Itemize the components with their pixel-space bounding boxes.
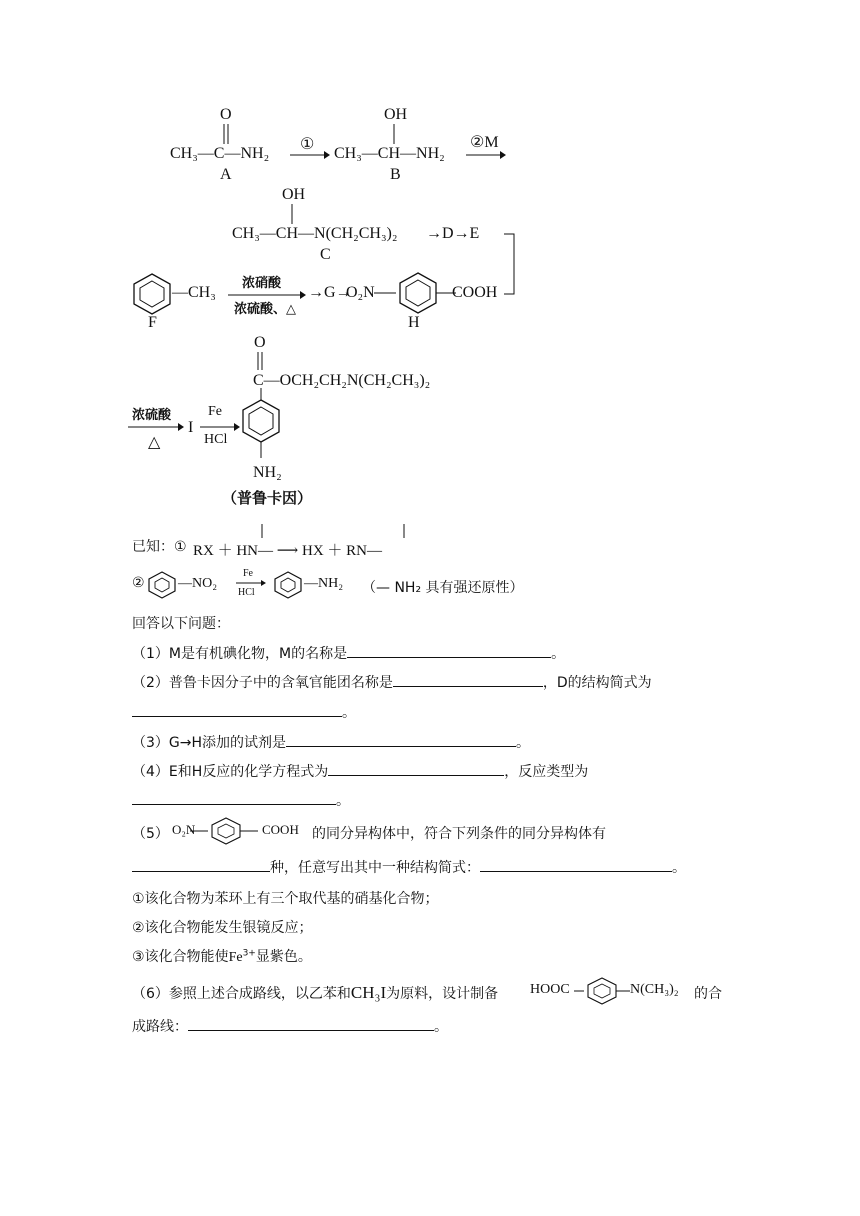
question-5-mid: 种，任意写出其中一种结构简式： bbox=[270, 860, 480, 876]
h-carboxyl: COOH bbox=[452, 284, 498, 301]
nitration-reagent-top: 浓硝酸 bbox=[242, 276, 282, 291]
procaine-carbonyl-o: O bbox=[254, 334, 266, 351]
question-3 bbox=[132, 732, 530, 752]
reduction-arrow bbox=[200, 422, 240, 432]
answer-blank-3[interactable] bbox=[286, 732, 516, 747]
question-6-post: 的合 bbox=[694, 986, 722, 1002]
question-1 bbox=[132, 643, 565, 663]
question-4-end: 。 bbox=[336, 793, 350, 809]
f-methyl: —CH₃ bbox=[172, 284, 216, 301]
arrow2 bbox=[466, 150, 506, 160]
procaine-double-bond bbox=[256, 352, 264, 370]
answer-blank-5a[interactable] bbox=[132, 857, 270, 872]
condition-3-charge: 3+ bbox=[242, 948, 256, 959]
question-3-text: （3）G→H添加的试剂是 bbox=[132, 735, 287, 751]
question-1-text: （1）M是有机碘化物，M的名称是 bbox=[132, 646, 348, 662]
procaine-amino: NH₂ bbox=[253, 464, 282, 481]
known-label: 已知：① bbox=[132, 539, 187, 555]
d-e-arrows: →D→E bbox=[426, 225, 480, 242]
c-oh: OH bbox=[282, 186, 306, 203]
condition-3-post: 显紫色。 bbox=[255, 949, 312, 965]
nitration-reagent-bottom: 浓硫酸、△ bbox=[234, 302, 296, 317]
h-nitro: O₂N bbox=[346, 284, 375, 301]
g-arrow: →G→ bbox=[308, 284, 352, 301]
connector-bracket bbox=[500, 232, 520, 298]
question-6-pre: （6）参照上述合成路线，以乙苯和 bbox=[132, 986, 351, 1002]
answer-blank-4a[interactable] bbox=[328, 761, 504, 776]
benzene-ring-aniline bbox=[272, 570, 304, 600]
question-6-mid: 为原料，设计制备 bbox=[386, 986, 499, 1002]
question-6-end: 。 bbox=[434, 1019, 448, 1035]
reduction-hcl: HCl bbox=[204, 432, 228, 447]
condition-1: ①该化合物为苯环上有三个取代基的硝基化合物； bbox=[132, 891, 439, 907]
question-2 bbox=[132, 672, 652, 692]
arrow1 bbox=[290, 150, 330, 160]
reduction-fe: Fe bbox=[208, 404, 222, 419]
condition-3 bbox=[132, 946, 312, 966]
compound-c: CH₃—CH—N(CH₂CH₃)₂ bbox=[232, 225, 398, 242]
label-b: B bbox=[390, 166, 401, 183]
label-h: H bbox=[408, 314, 420, 331]
answer-blank-2b[interactable] bbox=[132, 702, 342, 717]
benzene-ring-nitro bbox=[146, 570, 178, 600]
question-3-end: 。 bbox=[516, 735, 531, 751]
questions-intro: 回答以下问题： bbox=[132, 616, 230, 632]
question-2-text: （2）普鲁卡因分子中的含氧官能团名称是 bbox=[132, 675, 393, 691]
known-nitro: —NO₂ bbox=[178, 576, 218, 591]
answer-blank-1[interactable] bbox=[347, 643, 551, 658]
condition-3-pre: ③该化合物能使 bbox=[132, 949, 229, 965]
label-c: C bbox=[320, 246, 331, 263]
benzene-ring-h bbox=[374, 270, 462, 316]
question-5-carboxyl: COOH bbox=[262, 822, 299, 837]
compound-a: CH₃—C—NH₂ bbox=[170, 145, 270, 162]
question-4 bbox=[132, 761, 588, 781]
c-bond bbox=[290, 204, 294, 224]
known-hcl: HCl bbox=[238, 587, 255, 598]
known-arrow-2 bbox=[236, 579, 266, 587]
question-5-end: 。 bbox=[672, 860, 686, 876]
answer-blank-2a[interactable] bbox=[393, 672, 543, 687]
procaine-ester-chain: C—OCH₂CH₂N(CH₂CH₃)₂ bbox=[253, 372, 431, 389]
answer-blank-5b[interactable] bbox=[480, 857, 672, 872]
condition-3-fe: Fe bbox=[228, 950, 243, 965]
question-4-mid: ，反应类型为 bbox=[504, 764, 589, 780]
arrow1-label: ① bbox=[300, 136, 315, 153]
a-double-bond bbox=[222, 124, 230, 144]
question-2-mid: ，D的结构简式为 bbox=[542, 675, 652, 691]
answer-blank-4b[interactable] bbox=[132, 790, 336, 805]
arrow2-label: ②M bbox=[470, 134, 499, 151]
compound-i: I bbox=[188, 419, 194, 436]
question-4-text: （4）E和H反应的化学方程式为 bbox=[132, 764, 329, 780]
answer-blank-6[interactable] bbox=[188, 1016, 434, 1031]
benzene-ring-q5 bbox=[190, 816, 262, 846]
label-f: F bbox=[148, 314, 157, 331]
question-5-text: 的同分异构体中，符合下列条件的同分异构体有 bbox=[312, 826, 606, 842]
esterification-reagent-top: 浓硫酸 bbox=[132, 408, 172, 423]
question-2-line2 bbox=[132, 702, 356, 722]
b-bond bbox=[392, 124, 396, 144]
question-4-line2 bbox=[132, 790, 350, 810]
a-carbonyl-o: O bbox=[220, 106, 232, 123]
question-5-nitro: O₂N bbox=[172, 822, 196, 837]
label-a: A bbox=[220, 166, 232, 183]
condition-2: ②该化合物能发生银镜反应； bbox=[132, 920, 313, 936]
question-6-line2 bbox=[132, 1016, 448, 1036]
known-amino: —NH₂ bbox=[304, 576, 344, 591]
esterification-reagent-bottom: △ bbox=[148, 434, 161, 451]
benzene-ring-q6 bbox=[574, 976, 634, 1006]
question-6-hooc: HOOC bbox=[530, 982, 570, 997]
question-6-line2-text: 成路线： bbox=[132, 1019, 188, 1035]
question-1-end: 。 bbox=[551, 646, 566, 662]
esterification-arrow bbox=[128, 422, 184, 432]
b-oh: OH bbox=[384, 106, 408, 123]
known-reaction-1-bonds bbox=[250, 524, 450, 540]
question-5-number: （5） bbox=[132, 826, 169, 842]
question-6-ch3i: CH₃I bbox=[350, 983, 387, 1002]
question-6 bbox=[132, 983, 498, 1003]
benzene-ring-f bbox=[130, 272, 174, 316]
known-reaction-1: RX ＋ HN— ⟶ HX ＋ RN— bbox=[193, 543, 383, 559]
known-circle-2: ② bbox=[132, 575, 145, 591]
question-2-end: 。 bbox=[342, 705, 356, 721]
compound-b: CH₃—CH—NH₂ bbox=[334, 145, 445, 162]
question-5-line2 bbox=[132, 857, 686, 877]
question-6-dimethylamino: N(CH₃)₂ bbox=[630, 982, 679, 997]
benzene-ring-procaine bbox=[236, 388, 286, 466]
known-fe: Fe bbox=[243, 568, 253, 579]
known-note: （— NH₂ 具有强还原性） bbox=[362, 580, 524, 596]
procaine-name: （普鲁卡因） bbox=[222, 489, 313, 507]
